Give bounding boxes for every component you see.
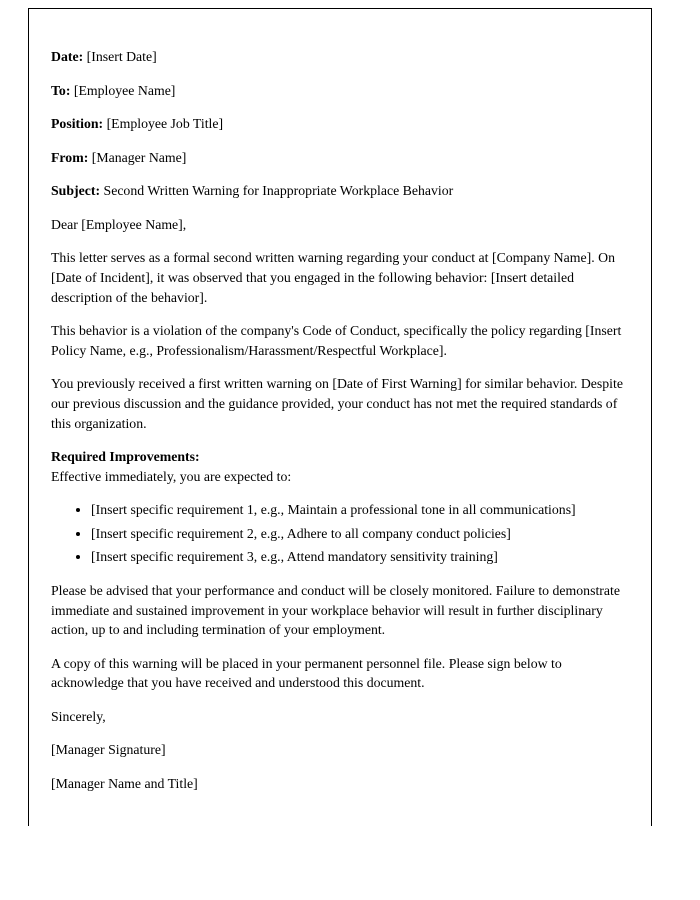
field-date-label: Date: [51, 49, 84, 64]
requirements-list [51, 500, 627, 567]
list-item: • [Insert specific requirement 1, e.g., Maintain a professional tone in all communications] [91, 500, 627, 520]
field-subject-value: Second Written Warning for Inappropriate Workplace Behavior [103, 183, 454, 199]
field-to-label: To: [51, 82, 71, 98]
field-to-value: [Employee Name] [73, 82, 176, 98]
paragraph-personnel-file: A copy of this warning will be placed in your permanent personnel file. Please sign below to acknowledge that you have received and understood this document. [51, 655, 562, 691]
field-subject-label: Subject: [51, 183, 101, 199]
field-date-value: [Insert Date] [86, 49, 157, 64]
field-to [51, 81, 627, 101]
salutation: Dear [Employee Name], [51, 216, 187, 232]
field-date [51, 47, 627, 67]
paragraph-monitoring: Please be advised that your performance and conduct will be closely monitored. Failure to demonstrate immediate and sustained improvement in your workplace behavior will result in further disciplinary action, up to and including termination of your employment. [51, 582, 620, 638]
required-improvements-heading: Required Improvements: [51, 449, 200, 465]
field-from-label: From: [51, 149, 89, 165]
field-from-value: [Manager Name] [91, 149, 187, 165]
letter-page [28, 8, 652, 826]
list-item: • [Insert specific requirement 2, e.g., Adhere to all company conduct policies] [91, 524, 627, 544]
field-position-label: Position: [51, 116, 104, 132]
field-position [51, 114, 627, 134]
paragraph-violation: This behavior is a violation of the company's Code of Conduct, specifically the policy regarding [Insert Policy Name, e.g., Professionalism/Harassment/Respectful Workplace]. [51, 323, 622, 358]
signature-title-line: [Manager Name and Title] [51, 776, 198, 792]
field-subject [51, 181, 627, 201]
field-position-value: [Employee Job Title] [106, 116, 224, 132]
field-from [51, 148, 627, 168]
signoff: Sincerely, [51, 708, 106, 724]
list-item: • [Insert specific requirement 3, e.g., Attend mandatory sensitivity training] [91, 547, 627, 567]
required-improvements-intro: Effective immediately, you are expected to: [51, 468, 292, 484]
required-improvements-block [51, 447, 627, 486]
signature-line: [Manager Signature] [51, 742, 166, 758]
paragraph-incident: This letter serves as a formal second written warning regarding your conduct at [Company Name]. On [Date of Incident], it was observed that you engaged in the following behavior: [Insert detailed description of the behavior]. [51, 250, 615, 305]
paragraph-prior-warning: You previously received a first written warning on [Date of First Warning] for similar behavior. Despite our previous discussion and the guidance provided, your conduct has not met the required standards of this organization. [51, 376, 623, 431]
